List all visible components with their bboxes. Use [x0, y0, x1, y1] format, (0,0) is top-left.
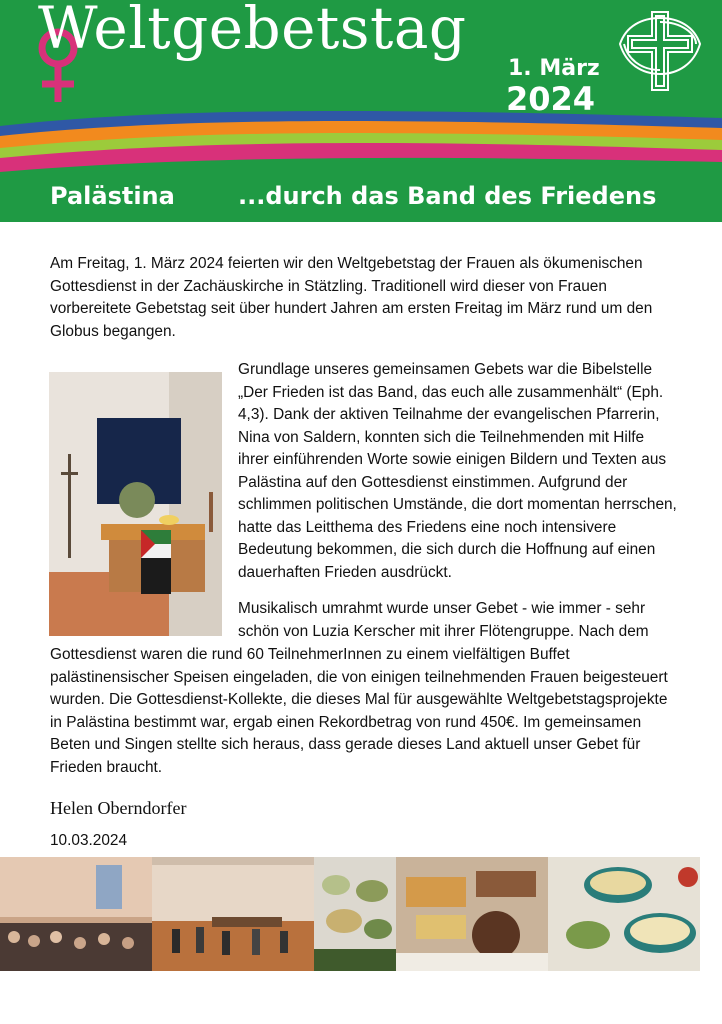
paragraph-bible-verse: Grundlage unseres gemeinsamen Gebets war die Bibelstelle „Der Frieden ist das Band, das euch alle zusammenhält“ (Eph. 4,3). Dank der aktiven Teilnahme der evangelischen Pfarrerin, Nina von Saldern, konnten sich die Teilnehmenden mit Hilfe ihrer einführenden Worte sowie einigen Bildern und Texten aus Palästina auf den Gottesdienst einstimmen. Aufgrund der schlimmen politischen Umstände, die dort momentan herrschen, hatte das Leitthema des Friedens eine noch intensivere Bedeutung bekommen, die sich durch die Hoffnung auf einen dauerhaften Frieden ausdrückt.: [238, 361, 677, 581]
banner-year: 2024: [506, 80, 596, 118]
paragraph-buffet: Gottesdienst waren die rund 60 TeilnehmerInnen zu einem vielfältigen Buffet palästinensischer Speisen eingeladen, die von einigen teilnehmenden Frauen beigesteuert wurden. Die Gottesdienst-Kollekte, die dieses Mal für ausgewählte Weltgebetstagsprojekte in Palästina bestimmt war, ergab einen Rekordbetrag von rund 450€. Im gemeinsamen Beten und Singen stellte sich heraus, dass gerade dieses Land aktuell unser Gebet für Frieden braucht.: [50, 646, 668, 776]
church-interior-photo: [152, 857, 314, 971]
congregation-photo: [0, 857, 152, 971]
buffet-bowls-photo: [314, 857, 396, 971]
author-name: Helen Oberndorfer: [50, 798, 187, 818]
banner-date: 1. März: [508, 56, 600, 81]
header-banner: [0, 0, 722, 222]
buffet-table-photo: [396, 857, 548, 971]
banner-subtitle-country: Palästina: [50, 182, 175, 210]
paragraph-music-start: Musikalisch umrahmt wurde unser Gebet - wie immer - sehr schön von Luzia Kerscher mit ihrer Flötengruppe. Nach dem: [238, 600, 649, 640]
paragraph-intro: Am Freitag, 1. März 2024 feierten wir den Weltgebetstag der Frauen als ökumenischen Gottesdienst in der Zachäuskirche in Stätzling. Traditionell wird dieser von Frauen vorbereitete Gebetstag seit über hundert Jahren am ersten Freitag im März rund um den Globus begangen.: [50, 255, 653, 340]
banner-subtitle-motto: ...durch das Band des Friedens: [238, 182, 657, 210]
banner-title: Weltgebetstag: [38, 0, 467, 62]
salads-photo: [548, 857, 700, 971]
article-date: 10.03.2024: [50, 832, 128, 849]
altar-photo: [49, 372, 222, 636]
wgt-cross-logo-icon: [612, 8, 708, 94]
rainbow-waves: [0, 100, 722, 190]
